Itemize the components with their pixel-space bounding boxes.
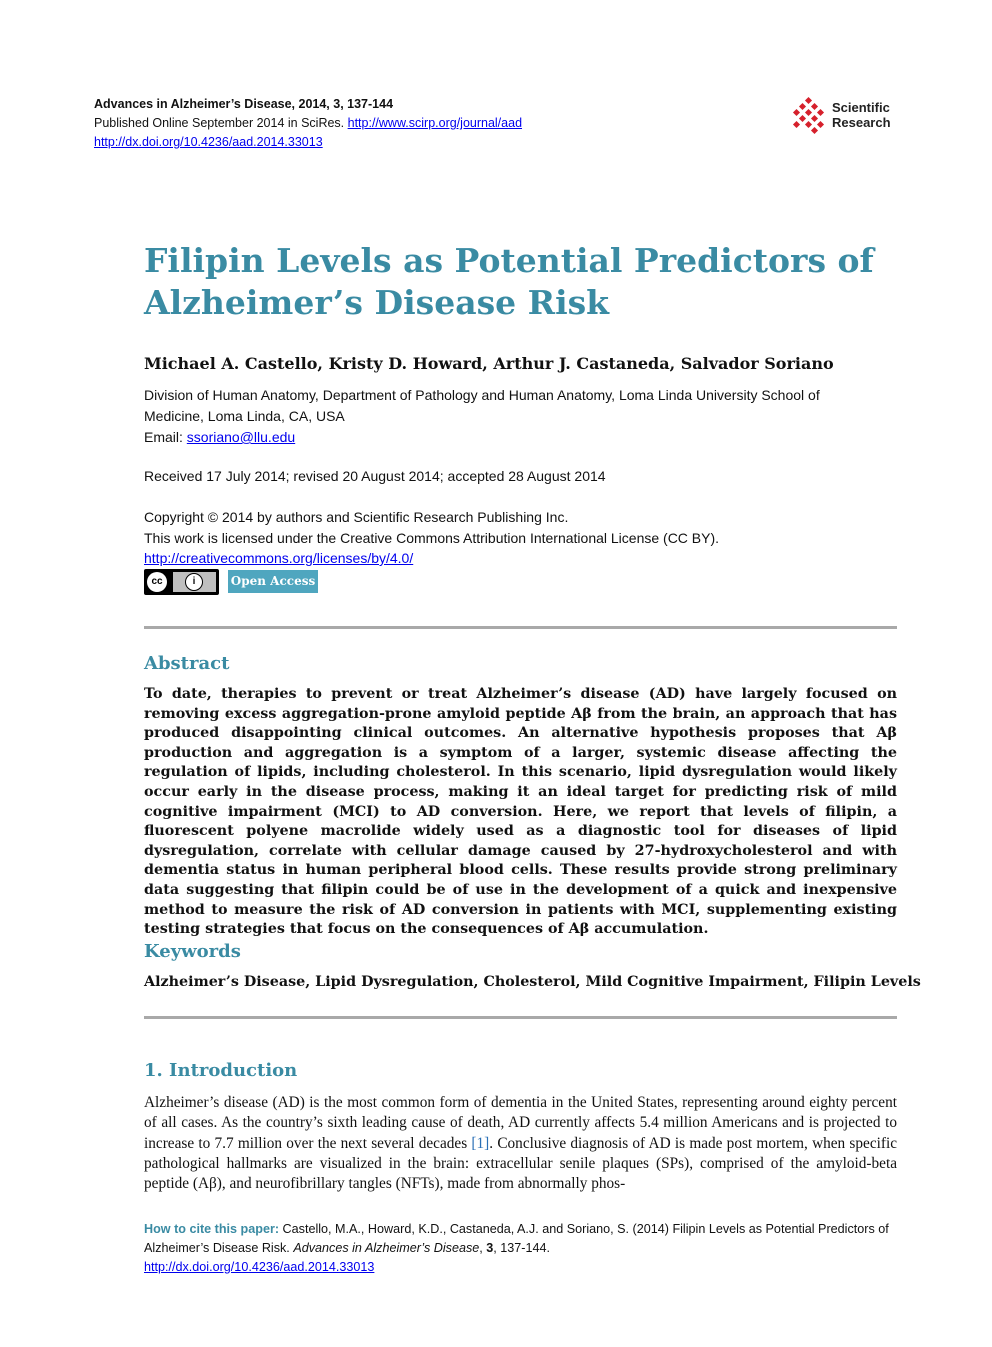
logo-wordmark — [832, 100, 891, 130]
cite-doi-link[interactable]: http://dx.doi.org/10.4236/aad.2014.33013 — [144, 1260, 375, 1274]
abstract-heading: Abstract — [144, 653, 230, 674]
journal-citation-line: Advances in Alzheimer’s Disease, 2014, 3, 137-144 — [94, 97, 394, 111]
cc-icon: cc — [147, 572, 167, 592]
email-line — [144, 427, 904, 448]
logo-diamonds-icon — [790, 96, 830, 136]
affiliation-block — [144, 385, 904, 448]
published-prefix: Published Online September 2014 in SciRes. — [94, 116, 348, 130]
journal-url-link[interactable]: http://www.scirp.org/journal/aad — [347, 116, 523, 130]
author-list: Michael A. Castello, Kristy D. Howard, Arthur J. Castaneda, Salvador Soriano — [144, 354, 834, 373]
cite-pages: , 137-144. — [493, 1241, 551, 1255]
scientific-research-logo — [790, 96, 910, 136]
open-access-badge[interactable]: Open Access — [228, 570, 318, 593]
intro-text-part-2: . Conclusive diagnosis of AD is made post mortem, when specific pathological hallmarks are visualized in the brain: extracellular senile plaques (SPs), comprised of the amyloid-beta peptide (Aβ), and neurofibrillary tangles (NFTs), made from abnormally phos- — [144, 1134, 897, 1193]
affiliation-line-1: Division of Human Anatomy, Department of Pathology and Human Anatomy, Loma Linda University School of — [144, 387, 820, 403]
published-line — [94, 114, 522, 133]
email-link[interactable]: ssoriano@llu.edu — [186, 429, 296, 445]
attribution-icon: i — [185, 573, 203, 591]
journal-header — [94, 95, 522, 152]
cite-volume: 3 — [486, 1241, 494, 1255]
introduction-text — [144, 1093, 897, 1194]
license-link[interactable]: http://creativecommons.org/licenses/by/4.0/ — [144, 550, 414, 566]
doi-link[interactable]: http://dx.doi.org/10.4236/aad.2014.33013 — [94, 135, 323, 149]
received-dates: Received 17 July 2014; revised 20 August 2014; accepted 28 August 2014 — [144, 468, 606, 484]
paper-title — [144, 240, 904, 324]
cite-label: How to cite this paper: — [144, 1222, 283, 1236]
license-line: This work is licensed under the Creative Commons Attribution International License (CC BY). — [144, 529, 720, 546]
how-to-cite — [144, 1220, 897, 1277]
abstract-text: To date, therapies to prevent or treat Alzheimer’s disease (AD) have largely focused on removing excess aggregation-prone amyloid peptide Aβ from the brain, an approach that has produced disappointing clinical outcomes. An alternative hypothesis proposes that Aβ production and aggregation is a symptom of a larger, systemic disease affecting the regulation of lipids, including cholesterol. In this scenario, lipid dysregulation would likely occur early in the disease process, making it an ideal target for predicting risk of mild cognitive impairment (MCI) to AD conversion. Here, we report that levels of filipin, a fluorescent polyene macrolide widely used as a diagnostic tool for diseases of lipid dysregulation, correlate with cellular damage caused by 27-hydroxycholesterol and with dementia status in human peripheral blood cells. These results provide strong preliminary data suggesting that filipin could be of use in the development of a quick and inexpensive method to measure the risk of AD conversion in patients with MCI, supplementing existing testing strategies that focus on the consequences of Aβ accumulation. — [144, 686, 897, 938]
keywords-text: Alzheimer’s Disease, Lipid Dysregulation, Cholesterol, Mild Cognitive Impairment, Filipin Levels — [144, 974, 921, 990]
copyright-line: Copyright © 2014 by authors and Scientific Research Publishing Inc. — [144, 509, 569, 525]
email-label: Email: — [144, 429, 187, 445]
cite-text: Castello, M.A., Howard, K.D., Castaneda, A.J. and Soriano, S. (2014) Filipin Levels as Potential Predictors of Alzheimer’s Disease Risk. — [144, 1222, 889, 1255]
logo-line-1: Scientific — [832, 100, 890, 115]
doi-line — [94, 133, 522, 152]
keywords-heading: Keywords — [144, 941, 241, 962]
cc-by-badge[interactable] — [144, 569, 219, 595]
copyright-block — [144, 507, 904, 569]
license-url-line — [144, 548, 904, 569]
intro-text-part-1: Alzheimer’s disease (AD) is the most common form of dementia in the United States, representing around eighty percent of all cases. As the country’s sixth leading cause of death, AD currently affects 5.4 million Americans and is projected to increase to 7.7 million over the next several decades — [144, 1094, 897, 1152]
reference-link-1[interactable]: [1] — [471, 1134, 490, 1152]
divider-bottom — [144, 1016, 897, 1019]
cc-by-panel — [173, 572, 216, 592]
divider-top — [144, 626, 897, 629]
introduction-heading: 1. Introduction — [144, 1060, 298, 1081]
paper-title-line-2: Alzheimer’s Disease Risk — [144, 283, 610, 322]
paper-title-line-1: Filipin Levels as Potential Predictors of — [144, 241, 874, 280]
cite-journal: Advances in Alzheimer’s Disease — [293, 1241, 480, 1255]
logo-line-2: Research — [832, 115, 891, 130]
cite-volume-sep: , — [479, 1241, 487, 1255]
affiliation-line-2: Medicine, Loma Linda, CA, USA — [144, 408, 345, 424]
